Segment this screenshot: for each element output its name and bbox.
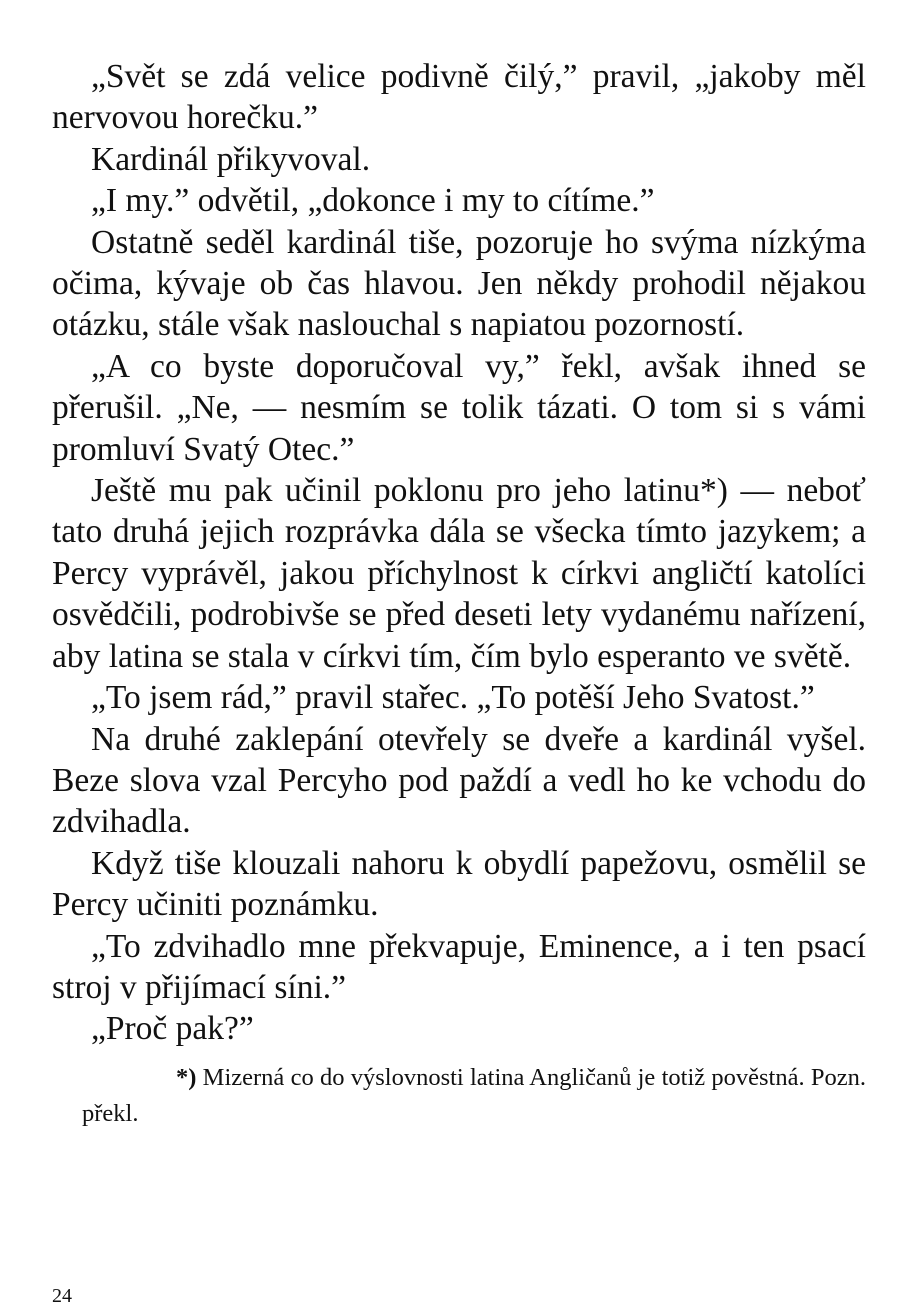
paragraph-6: Ještě mu pak učinil poklonu pro jeho latinu*) — neboť tato druhá jejich rozprávka dála se všecka tímto jazykem; a Percy vyprávěl, jakou příchylnost k církvi angličtí katolíci osvědčili, podrobivše se před deseti lety vydanému nařízení, aby latina se stala v církvi tím, čím bylo esperanto ve světě. <box>52 472 866 675</box>
page-body <box>52 56 866 1132</box>
footnote <box>52 1060 866 1132</box>
page-number: 24 <box>52 1285 72 1307</box>
footnote-marker: *) <box>176 1063 197 1091</box>
paragraph-1: „Svět se zdá velice podivně čilý,” pravil, „jakoby měl nervovou horečku.” <box>52 58 866 137</box>
paragraph-9: Když tiše klouzali nahoru k obydlí papežovu, osmělil se Percy učiniti poznámku. <box>52 844 866 924</box>
paragraph-5: „A co byste doporučoval vy,” řekl, avšak ihned se přerušil. „Ne, — nesmím se tolik tázati. O tom si s vámi promluví Svatý Otec.” <box>52 347 866 468</box>
paragraph-10: „To zdvihadlo mne překvapuje, Eminence, a i ten psací stroj v přijímací síni.” <box>52 927 866 1006</box>
paragraph-3: „I my.” odvětil, „dokonce i my to cítíme.” <box>91 182 655 220</box>
paragraph-4: Ostatně seděl kardinál tiše, pozoruje ho svýma nízkýma očima, kývaje ob čas hlavou. Jen někdy prohodil nějakou otázku, stále však naslouchal s napiatou pozorností. <box>52 223 866 344</box>
paragraph-2: Kardinál přikyvoval. <box>91 140 371 178</box>
paragraph-7: „To jsem rád,” pravil stařec. „To potěší Jeho Svatost.” <box>91 679 815 717</box>
paragraph-8: Na druhé zaklepání otevřely se dveře a kardinál vyšel. Beze slova vzal Percyho pod paždí a vedl ho ke vchodu do zdvihadla. <box>52 720 866 841</box>
paragraph-11: „Proč pak?” <box>91 1010 254 1048</box>
footnote-text: Mizerná co do výslovnosti latina Angličanů je totiž pověstná. Pozn. překl. <box>82 1063 866 1127</box>
